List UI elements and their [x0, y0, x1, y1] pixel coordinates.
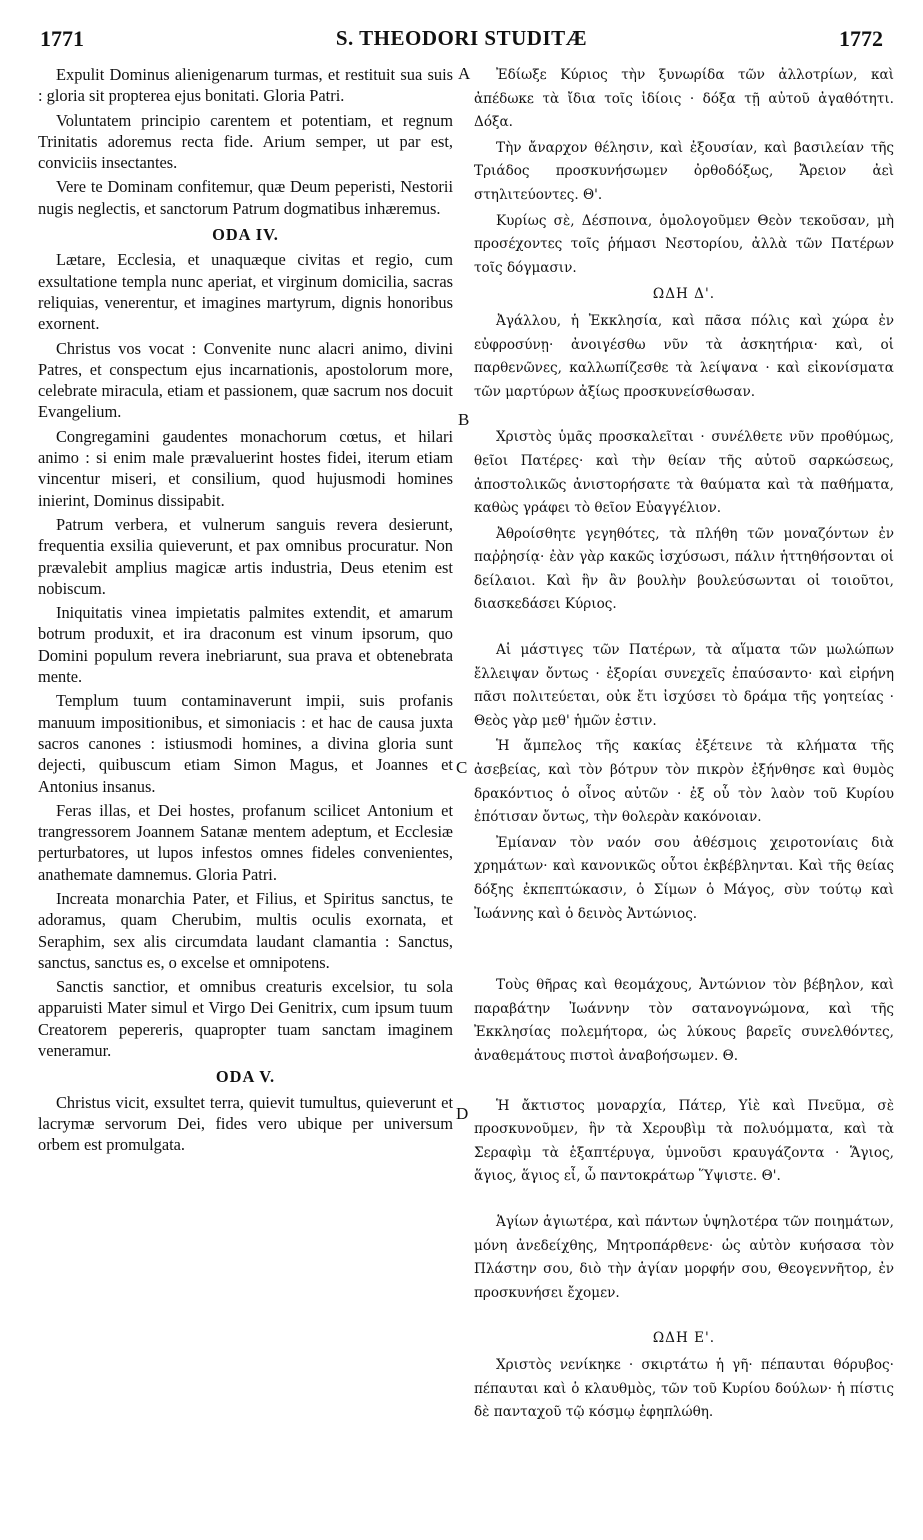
greek-paragraph: Ἐδίωξε Κύριος τὴν ξυνωρίδα τῶν ἀλλοτρίων, καὶ ἀπέδωκε τὰ ἴδια τοῖς ἰδίοις · δόξα τῇ αὐτοῦ ἀγαθότητι. Δόξα.: [474, 67, 894, 131]
latin-paragraph: Iniquitatis vinea impietatis palmites extendit, et amarum botrum produxit, et ira draconum est vinum ipsorum, quo Domini populum revera inebriarunt, sua prava et obtenebrata mente.: [38, 603, 453, 687]
latin-paragraph: Congregamini gaudentes monachorum cœtus, et hilari animo : si enim male prævaluerint hostes fidei, iterum etiam vincentur miseri, et consilium, quod hujusmodi homines inierint, Dominus dissipabit.: [38, 426, 453, 510]
greek-paragraph: Ἐμίαναν τὸν ναόν σου ἀθέσμοις χειροτονίαις διὰ χρημάτων· καὶ κανονικῶς οὗτοι ἐκβέβληνται. Καὶ τῆς θείας δόξης ἐκπεπτώκασιν, ὁ Σίμων ὁ Μάγος, σὺν τούτῳ καὶ Ἰωάννης καὶ ὁ δεινὸς Ἀντώνιος.: [474, 834, 894, 922]
greek-paragraph: Τοὺς θῆρας καὶ θεομάχους, Ἀντώνιον τὸν βέβηλον, καὶ παραβάτην Ἰωάννην τὸν σατανογνώμονα, καὶ τῆς Ἐκκλησίας πολεμήτορα, ὡς λύκους βαρεῖς συνελθόντες, ἀναθεμάτους πιστοὶ ἀναβοήσωμεν. Θ.: [474, 977, 894, 1064]
running-title: S. THEODORI STUDITÆ: [335, 26, 588, 50]
margin-marker-c: C: [456, 758, 468, 777]
margin-marker-b: B: [458, 410, 470, 429]
greek-ode-heading: ΩΔΗ Δ'.: [652, 286, 716, 303]
greek-paragraph: Χριστὸς ὑμᾶς προσκαλεῖται · συνέλθετε νῦν προθύμως, θεῖοι Πατέρες· καὶ τὴν θείαν τῆς αὐτοῦ σαρκώσεως, ἀποστολικῶς ἀνιστορήσατε τὰ θαύματα καὶ τὰ παθήματα, καθὼς γράφει τὸ θεῖον Εὐαγγέλιον.: [474, 429, 894, 517]
latin-paragraph: Vere te Dominam confitemur, quæ Deum peperisti, Nestorii nugis neglectis, et sanctorum Patrum dogmatibus inhæremus.: [38, 177, 453, 218]
greek-paragraph: Ἁγίων ἁγιωτέρα, καὶ πάντων ὑψηλοτέρα τῶν ποιημάτων, μόνη ἀνεδείχθης, Μητροπάρθενε· ὡς αὐτὸν κυήσασα τὸν Πλάστην σου, διὸ τὴν ἁγίαν μορφήν σου, Θεογεννῆτορ, ἐν προσκυνήσει ἔχομεν.: [474, 1213, 894, 1301]
latin-paragraph: Increata monarchia Pater, et Filius, et Spiritus sanctus, te adoramus, quam Cherubim, multis oculis exornata, et Seraphim, sex alis circumdata laudant clamantia : Sanctus, sanctus, sanctus es, o excelse et omnipotens.: [38, 888, 453, 972]
greek-ode-heading: ΩΔΗ Ε'.: [652, 1330, 716, 1347]
latin-paragraph: Patrum verbera, et vulnerum sanguis revera desierunt, frequentia exsilia quieverunt, et pax omnibus procuratur. Non prævalebit amplius magicæ artis industria, Deus etenim est nobiscum.: [38, 514, 453, 598]
greek-paragraph: Χριστὸς νενίκηκε · σκιρτάτω ἡ γῆ· πέπαυται θόρυβος· πέπαυται καὶ ὁ κλαυθμὸς, τῶν τοῦ Κυρίου δούλων· ἡ πίστις δὲ πανταχοῦ τῷ κόσμῳ ἐφηπλώθη.: [474, 1356, 894, 1421]
latin-paragraph: Lætare, Ecclesia, et unaquæque civitas et regio, cum exsultatione templa nunc aperiat, et virginum domicilia, sacras reliquias, venerentur, et imagines martyrum, dignis honoribus exornent.: [38, 250, 453, 334]
latin-paragraph: Expulit Dominus alienigenarum turmas, et restituit sua suis : gloria sit propterea ejus bonitati. Gloria Patri.: [38, 65, 453, 106]
latin-column: [38, 64, 453, 1159]
latin-paragraph: Sanctis sanctior, et omnibus creaturis excelsior, tu sola apparuisti Mater simul et Virgo Dei Genitrix, cum ipsum tuum Creatorem pepereris, quapropter tuam sanctam imaginem veneramur.: [38, 977, 453, 1061]
latin-paragraph: Templum tuum contaminaverunt impii, suis profanis manuum impositionibus, et simoniacis : et hac de causa juxta sacros canones : istiusmodi homines, a divina gloria sunt dejecti, quibuscum etiam Simon Magus, et Joannes et Antonius insanus.: [38, 691, 453, 796]
page-number-right: 1772: [839, 26, 883, 51]
greek-paragraph: Ἡ ἄκτιστος μοναρχία, Πάτερ, Υἱὲ καὶ Πνεῦμα, σὲ προσκυνοῦμεν, ἣν τὰ Χερουβὶμ τὰ πολυόμματα, καὶ τὰ Σεραφὶμ τὰ ἑξαπτέρυγα, ὑμνοῦσι κραυγάζοντα · Ἅγιος, ἅγιος, ἅγιος εἶ, ὦ παντοκράτωρ Ὕψιστε. Θ'.: [474, 1097, 894, 1185]
greek-paragraph: Τὴν ἄναρχον θέλησιν, καὶ ἐξουσίαν, καὶ βασιλείαν τῆς Τριάδος προσκυνήσωμεν ὀρθοδόξως, Ἄρειον ἀεὶ στηλιτεύοντες. Θ'.: [474, 139, 894, 203]
running-header: [0, 26, 923, 60]
margin-marker-a: A: [458, 64, 471, 83]
greek-column: [474, 64, 894, 1427]
greek-paragraph: Ἀγάλλου, ἡ Ἐκκλησία, καὶ πᾶσα πόλις καὶ χώρα ἐν εὐφροσύνῃ· ἀνοιγέσθω νῦν τὰ ἀσκητήρια· καὶ, οἱ παρθενῶνες, καλλωπίζεσθε τὰ λείψανα · καὶ εἰκονίσματα τῶν μαρτύρων ἀξίως προσκυνείσθωσαν.: [474, 312, 894, 400]
greek-paragraph: Κυρίως σὲ, Δέσποινα, ὁμολογοῦμεν Θεὸν τεκοῦσαν, μὴ προσέχοντες τοῖς ῥήμασι Νεστορίου, ἀλλὰ τῶν Πατέρων τοῖς δόγμασιν.: [474, 212, 894, 276]
greek-paragraph: Ἡ ἄμπελος τῆς κακίας ἐξέτεινε τὰ κλήματα τῆς ἀσεβείας, καὶ τὸν βότρυν τὸν πικρὸν ἐξήνθησε καὶ θυμὸς δρακόντιος ὁ οἶνος αὐτῶν · ἐξ οὗ τὸν λαὸν τοῦ Κυρίου ἐπότισαν ὄντως, τὴν θολερὰν κακόνοιαν.: [474, 738, 894, 826]
latin-ode-heading: ODA V.: [215, 1067, 276, 1087]
latin-paragraph: Voluntatem principio carentem et potentiam, et regnum Trinitatis adoremus recta fide. Arium semper, ut par est, conviciis insectantes.: [38, 110, 453, 173]
greek-paragraph: Αἱ μάστιγες τῶν Πατέρων, τὰ αἵματα τῶν μωλώπων ἔλλειψαν ὄντως · ἐξορίαι συνεχεῖς ἐπαύσαντο· καὶ εἰρήνη πᾶσι πολιτεύεται, οὐκ ἔτι ἰσχύσει τὸ δράμα τῆς γοητείας · Θεὸς γὰρ μεθ' ἡμῶν ἐστιν.: [474, 642, 894, 729]
page-number-left: 1771: [40, 26, 84, 51]
latin-ode-heading: ODA IV.: [212, 225, 279, 245]
latin-paragraph: Christus vicit, exsultet terra, quievit tumultus, quieverunt et lacrymæ servorum Dei, fides vero ubique per universum orbem est promulgata.: [38, 1092, 453, 1155]
latin-paragraph: Feras illas, et Dei hostes, profanum scilicet Antonium et trangressorem Joannem Satanæ mentem adeptum, et Ecclesiæ perturbatores, ut lupos infestos omnes fideles convenientes, anathemate damnemus. Gloria Patri.: [38, 800, 453, 884]
margin-marker-d: D: [456, 1104, 469, 1123]
greek-paragraph: Ἀθροίσθητε γεγηθότες, τὰ πλήθη τῶν μοναζόντων ἐν παῤῥησίᾳ· ἐὰν γὰρ κακῶς ἰσχύσωσι, πάλιν ἡττηθήσονται οἱ δείλαιοι. Καὶ ἣν ἂν βουλὴν βουλεύσωνται οἱ τοιοῦτοι, διασκεδάσει Κύριος.: [474, 525, 894, 613]
latin-paragraph: Christus vos vocat : Convenite nunc alacri animo, divini Patres, et conspectum ejus incarnationis, apostolorum more, celebrate miracula, etiam et passionem, quæ sacrum nos docuit Evangelium.: [38, 338, 453, 422]
